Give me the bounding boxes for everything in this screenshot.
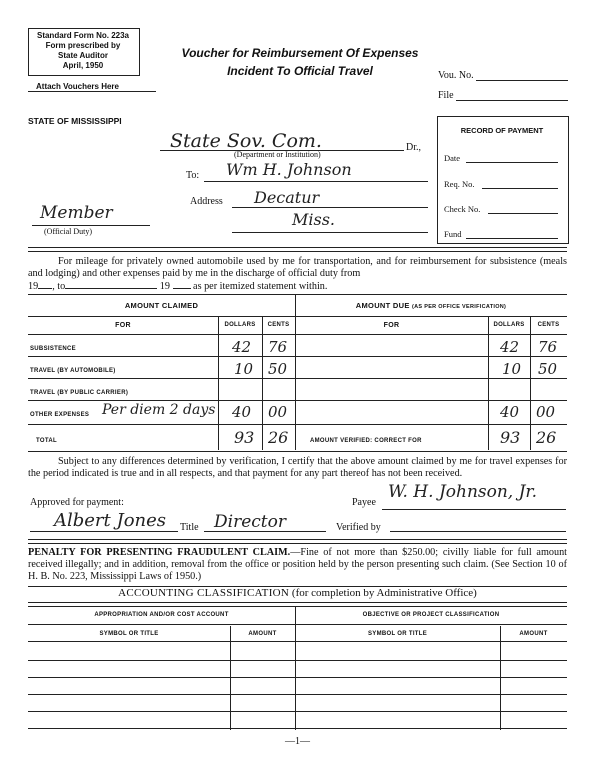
- objective-header: OBJECTIVE OR PROJECT CLASSIFICATION: [362, 612, 500, 618]
- official-duty-value: Member: [40, 203, 113, 223]
- record-fund-label: Fund: [444, 229, 462, 239]
- amount-claimed-header: AMOUNT CLAIMED: [124, 301, 199, 310]
- accounting-row: [28, 728, 567, 729]
- col-cents-right: CENTS: [537, 322, 560, 328]
- due-cents: 50: [538, 360, 558, 378]
- to-label: To:: [186, 170, 200, 181]
- dr-label: Dr.,: [406, 142, 421, 153]
- accounting-row: [28, 694, 567, 695]
- attach-vouchers-label: Attach Vouchers Here: [36, 82, 119, 91]
- amount-due-header: AMOUNT DUE (AS PER OFFICE VERIFICATION): [355, 301, 507, 310]
- col-for-left: FOR: [115, 322, 131, 329]
- penalty-heading: PENALTY FOR PRESENTING FRAUDULENT CLAIM.: [28, 547, 291, 558]
- col-dollars-right: DOLLARS: [493, 322, 525, 328]
- approver-signature: Albert Jones: [54, 510, 167, 531]
- amount-verified-label: AMOUNT VERIFIED: CORRECT FOR: [310, 438, 422, 444]
- to-value: Wm H. Johnson: [226, 160, 352, 179]
- row-label-other-expenses: OTHER EXPENSES: [30, 412, 90, 418]
- col-for-right: FOR: [383, 322, 400, 329]
- row-label-travel-auto: TRAVEL (BY AUTOMOBILE): [30, 368, 116, 374]
- claimed-dollars: 10: [234, 360, 254, 378]
- claimed-cents: 50: [268, 360, 288, 378]
- page-number: —1—: [285, 736, 310, 747]
- symbol-title-right: SYMBOL OR TITLE: [367, 631, 428, 637]
- approved-for-payment-label: Approved for payment:: [30, 497, 124, 508]
- claimed-total-dollars: 93: [234, 428, 255, 447]
- record-date-label: Date: [444, 153, 461, 163]
- accounting-row: [28, 660, 567, 661]
- due-dollars: 40: [500, 403, 520, 421]
- verified-by-label: Verified by: [336, 522, 381, 533]
- file-label: File: [438, 90, 454, 101]
- title-value: Director: [214, 512, 286, 532]
- appropriation-header: APPROPRIATION AND/OR COST ACCOUNT: [94, 612, 229, 618]
- payee-signature: W. H. Johnson, Jr.: [388, 482, 538, 502]
- accounting-classification-title: ACCOUNTING CLASSIFICATION (for completion by Administrative Office): [118, 587, 477, 599]
- claimed-dollars: 42: [232, 338, 252, 356]
- record-of-payment-title: RECORD OF PAYMENT: [460, 126, 544, 135]
- form-number-text: Standard Form No. 223a Form prescribed by State Auditor April, 1950: [36, 31, 130, 70]
- form-title: Voucher for Reimbursement Of Expenses Incident To Official Travel: [181, 46, 419, 78]
- address-value-2: Miss.: [292, 210, 336, 229]
- mileage-period: 19 , to 19 as per itemized statement within.: [28, 281, 328, 292]
- due-total-dollars: 93: [500, 428, 521, 447]
- department-value: State Sov. Com.: [170, 130, 322, 152]
- state-label: STATE OF MISSISSIPPI: [28, 116, 122, 126]
- official-duty-caption: (Official Duty): [44, 227, 93, 236]
- amount-left: AMOUNT: [248, 631, 277, 637]
- col-dollars-left: DOLLARS: [224, 322, 256, 328]
- symbol-title-left: SYMBOL OR TITLE: [99, 631, 159, 637]
- col-cents-left: CENTS: [267, 322, 290, 328]
- title-label: Title: [180, 522, 199, 533]
- due-cents: 00: [536, 403, 556, 421]
- penalty-notice: [28, 547, 567, 583]
- claimed-cents: 00: [268, 403, 288, 421]
- claimed-total-cents: 26: [268, 428, 289, 447]
- claimed-dollars: 40: [232, 403, 252, 421]
- other-expenses-note: Per diem 2 days: [102, 402, 216, 418]
- accounting-row: [28, 711, 567, 712]
- payee-label: Payee: [352, 497, 376, 508]
- row-label-travel-public: TRAVEL (BY PUBLIC CARRIER): [30, 390, 129, 396]
- row-label-subsistence: SUBSISTENCE: [30, 346, 76, 352]
- row-label-total: TOTAL: [36, 438, 57, 444]
- due-cents: 76: [538, 338, 558, 356]
- address-label: Address: [190, 196, 223, 207]
- due-dollars: 42: [500, 338, 520, 356]
- due-total-cents: 26: [536, 428, 557, 447]
- due-dollars: 10: [502, 360, 522, 378]
- certification-text: Subject to any differences determined by verification, I certify that the above amount claimed by me for travel expenses for the period indicated is true and in all respects, and that payment for any part thereof has not been received.: [28, 456, 567, 479]
- record-req-label: Req. No.: [444, 179, 475, 189]
- department-caption: (Department or Institution): [234, 150, 321, 159]
- penalty-text: —Fine of not more than $250.00; civilly liable for full amount received illegally; and in addition, removal from the office or position held by the person presenting such claim. (See Section 10 of H. B. No. 223, Mississippi Laws of 1950.): [28, 547, 567, 582]
- accounting-row: [28, 677, 567, 678]
- mileage-statement: For mileage for privately owned automobile used by me for transportation, and for reimbursement for subsistence (meals and lodging) and other expenses paid by me in the discharge of official duty from: [28, 256, 567, 279]
- amount-right: AMOUNT: [519, 631, 548, 637]
- record-check-label: Check No.: [444, 204, 481, 214]
- address-value: Decatur: [254, 188, 320, 207]
- voucher-number-label: Vou. No.: [438, 70, 474, 81]
- claimed-cents: 76: [268, 338, 288, 356]
